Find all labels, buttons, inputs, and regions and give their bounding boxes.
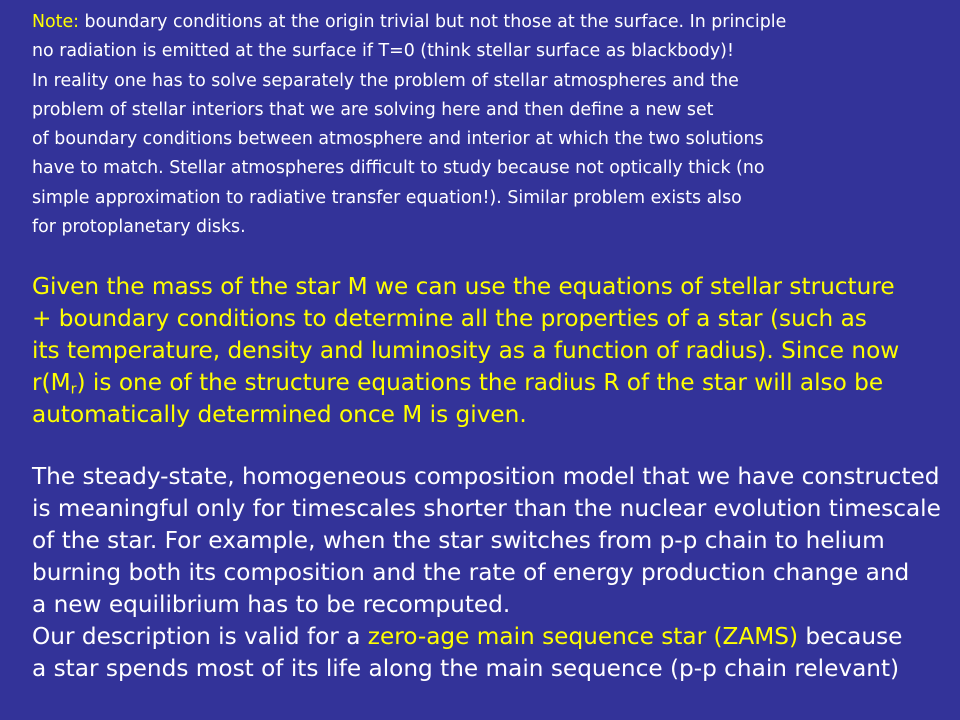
structure-line: + boundary conditions to determine all the properties of a star (such as: [32, 305, 867, 333]
radius-subscript: r: [70, 381, 77, 398]
model-line: burning both its composition and the rate of energy production change and: [32, 559, 910, 587]
model-line: The steady-state, homogeneous composition model that we have constructed: [32, 463, 940, 491]
zams-highlight: zero-age main sequence star (ZAMS): [367, 623, 799, 651]
model-line: a new equilibrium has to be recomputed.: [32, 591, 511, 619]
zams-paragraph: [32, 461, 952, 685]
slide-content: [32, 8, 952, 685]
note-line: of boundary conditions between atmosphere and interior at which the two solutions: [32, 129, 764, 150]
stellar-structure-paragraph: [32, 271, 952, 431]
note-line: In reality one has to solve separately the problem of stellar atmospheres and the: [32, 70, 739, 91]
model-line: is meaningful only for timescales shorter than the nuclear evolution timescale: [32, 495, 941, 523]
note-line: simple approximation to radiative transfer equation!). Similar problem exists also: [32, 187, 742, 208]
model-line: a star spends most of its life along the main sequence (p-p chain relevant): [32, 655, 900, 683]
structure-line: automatically determined once M is given.: [32, 401, 527, 429]
radius-text-pre: r(M: [32, 369, 71, 397]
note-line-1-text: boundary conditions at the origin trivial but not those at the surface. In principle: [79, 12, 787, 32]
note-line: for protoplanetary disks.: [32, 217, 246, 238]
note-paragraph: [32, 8, 952, 242]
structure-line: Given the mass of the star M we can use the equations of stellar structure: [32, 273, 895, 301]
note-label: Note:: [32, 12, 80, 32]
structure-line: its temperature, density and luminosity as a function of radius). Since now: [32, 337, 900, 365]
note-line: no radiation is emitted at the surface if T=0 (think stellar surface as blackbody)!: [32, 41, 734, 62]
zams-line: [32, 621, 952, 653]
note-line: have to match. Stellar atmospheres difficult to study because not optically thick (no: [32, 158, 765, 179]
zams-text-pre: Our description is valid for a: [32, 623, 368, 651]
radius-text-post: ) is one of the structure equations the radius R of the star will also be: [76, 369, 884, 397]
model-line: of the star. For example, when the star switches from p-p chain to helium: [32, 527, 885, 555]
zams-text-post: because: [798, 623, 903, 651]
structure-line-radius: [32, 367, 952, 399]
note-line: problem of stellar interiors that we are solving here and then define a new set: [32, 99, 714, 120]
note-line-1: [32, 8, 952, 37]
